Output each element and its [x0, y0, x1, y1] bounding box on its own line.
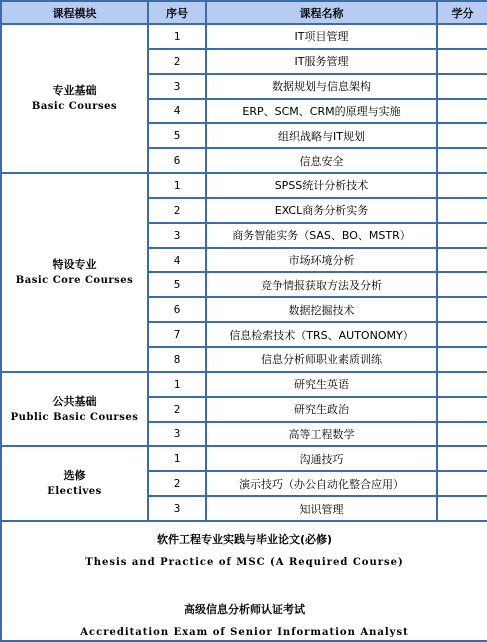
table-row	[2, 373, 487, 396]
course-credit	[438, 50, 487, 73]
course-seq: 1	[149, 373, 205, 396]
course-body	[2, 25, 487, 520]
footer-cell	[2, 522, 487, 640]
header-credit: 学分	[438, 2, 487, 23]
course-credit	[438, 174, 487, 197]
course-credit	[438, 423, 487, 446]
course-credit	[438, 398, 487, 421]
course-name: SPSS统计分析技术	[207, 174, 436, 197]
module-name-cn: 公共基础	[52, 394, 97, 408]
course-name: 研究生英语	[207, 373, 436, 396]
module-cell	[2, 174, 147, 371]
course-name: 数据挖掘技术	[207, 298, 436, 321]
course-seq: 3	[149, 75, 205, 98]
module-name-en: Public Basic Courses	[10, 411, 139, 423]
course-name: 信息安全	[207, 149, 436, 172]
course-seq: 3	[149, 497, 205, 520]
module-name-cn: 选修	[63, 469, 86, 483]
course-seq: 6	[149, 298, 205, 321]
header-name: 课程名称	[207, 2, 436, 23]
course-name: 知识管理	[207, 497, 436, 520]
course-seq: 1	[149, 447, 205, 470]
cert-title-en: Accreditation Exam of Senior Information Analyst	[80, 626, 409, 638]
course-seq: 5	[149, 124, 205, 147]
course-seq: 4	[149, 100, 205, 123]
course-name: 组织战略与IT规划	[207, 124, 436, 147]
course-credit	[438, 323, 487, 346]
course-credit	[438, 273, 487, 296]
module-cell	[2, 25, 147, 172]
course-name: IT服务管理	[207, 50, 436, 73]
course-seq: 8	[149, 348, 205, 371]
module-cell	[2, 447, 147, 520]
course-credit	[438, 348, 487, 371]
course-seq: 4	[149, 249, 205, 272]
thesis-title-en: Thesis and Practice of MSC (A Required Course)	[85, 556, 404, 568]
course-seq: 2	[149, 50, 205, 73]
thesis-title-cn: 软件工程专业实践与毕业论文(必修)	[156, 532, 333, 546]
course-name: 信息检索技术（TRS、AUTONOMY）	[207, 323, 436, 346]
header-row	[2, 2, 487, 23]
course-name: 沟通技巧	[207, 447, 436, 470]
course-seq: 2	[149, 398, 205, 421]
module-name-en: Basic Core Courses	[15, 274, 134, 286]
course-name: ERP、SCM、CRM的原理与实施	[207, 100, 436, 123]
course-seq: 2	[149, 199, 205, 222]
module-name-en: Electives	[47, 486, 102, 498]
course-credit	[438, 497, 487, 520]
course-credit	[438, 249, 487, 272]
header-module: 课程模块	[2, 2, 147, 23]
course-credit	[438, 75, 487, 98]
course-credit	[438, 373, 487, 396]
course-name: 商务智能实务（SAS、BO、MSTR）	[207, 224, 436, 247]
course-name: 演示技巧（办公自动化整合应用）	[207, 472, 436, 495]
course-name: EXCL商务分析实务	[207, 199, 436, 222]
course-name: 信息分析师职业素质训练	[207, 348, 436, 371]
module-name-cn: 特设专业	[52, 257, 97, 271]
course-name: IT项目管理	[207, 25, 436, 48]
course-seq: 7	[149, 323, 205, 346]
module-name-cn: 专业基础	[52, 84, 97, 98]
course-credit	[438, 472, 487, 495]
course-credit	[438, 25, 487, 48]
course-credit	[438, 224, 487, 247]
course-name: 高等工程数学	[207, 423, 436, 446]
course-credit	[438, 124, 487, 147]
course-credit	[438, 298, 487, 321]
course-credit	[438, 447, 487, 470]
course-seq: 6	[149, 149, 205, 172]
course-name: 数据规划与信息架构	[207, 75, 436, 98]
table-row	[2, 174, 487, 197]
course-credit	[438, 100, 487, 123]
course-seq: 3	[149, 224, 205, 247]
header-seq: 序号	[149, 2, 205, 23]
course-seq: 5	[149, 273, 205, 296]
footer-row	[2, 522, 487, 640]
module-name-en: Basic Courses	[31, 101, 118, 113]
course-seq: 1	[149, 25, 205, 48]
course-credit	[438, 149, 487, 172]
module-cell	[2, 373, 147, 446]
table-row	[2, 447, 487, 470]
course-name: 市场环境分析	[207, 249, 436, 272]
course-seq: 2	[149, 472, 205, 495]
course-seq: 3	[149, 423, 205, 446]
course-name: 竞争情报获取方法及分析	[207, 273, 436, 296]
cert-title-cn: 高级信息分析师认证考试	[184, 602, 305, 616]
course-credit	[438, 199, 487, 222]
table-row	[2, 25, 487, 48]
course-name: 研究生政治	[207, 398, 436, 421]
course-seq: 1	[149, 174, 205, 197]
